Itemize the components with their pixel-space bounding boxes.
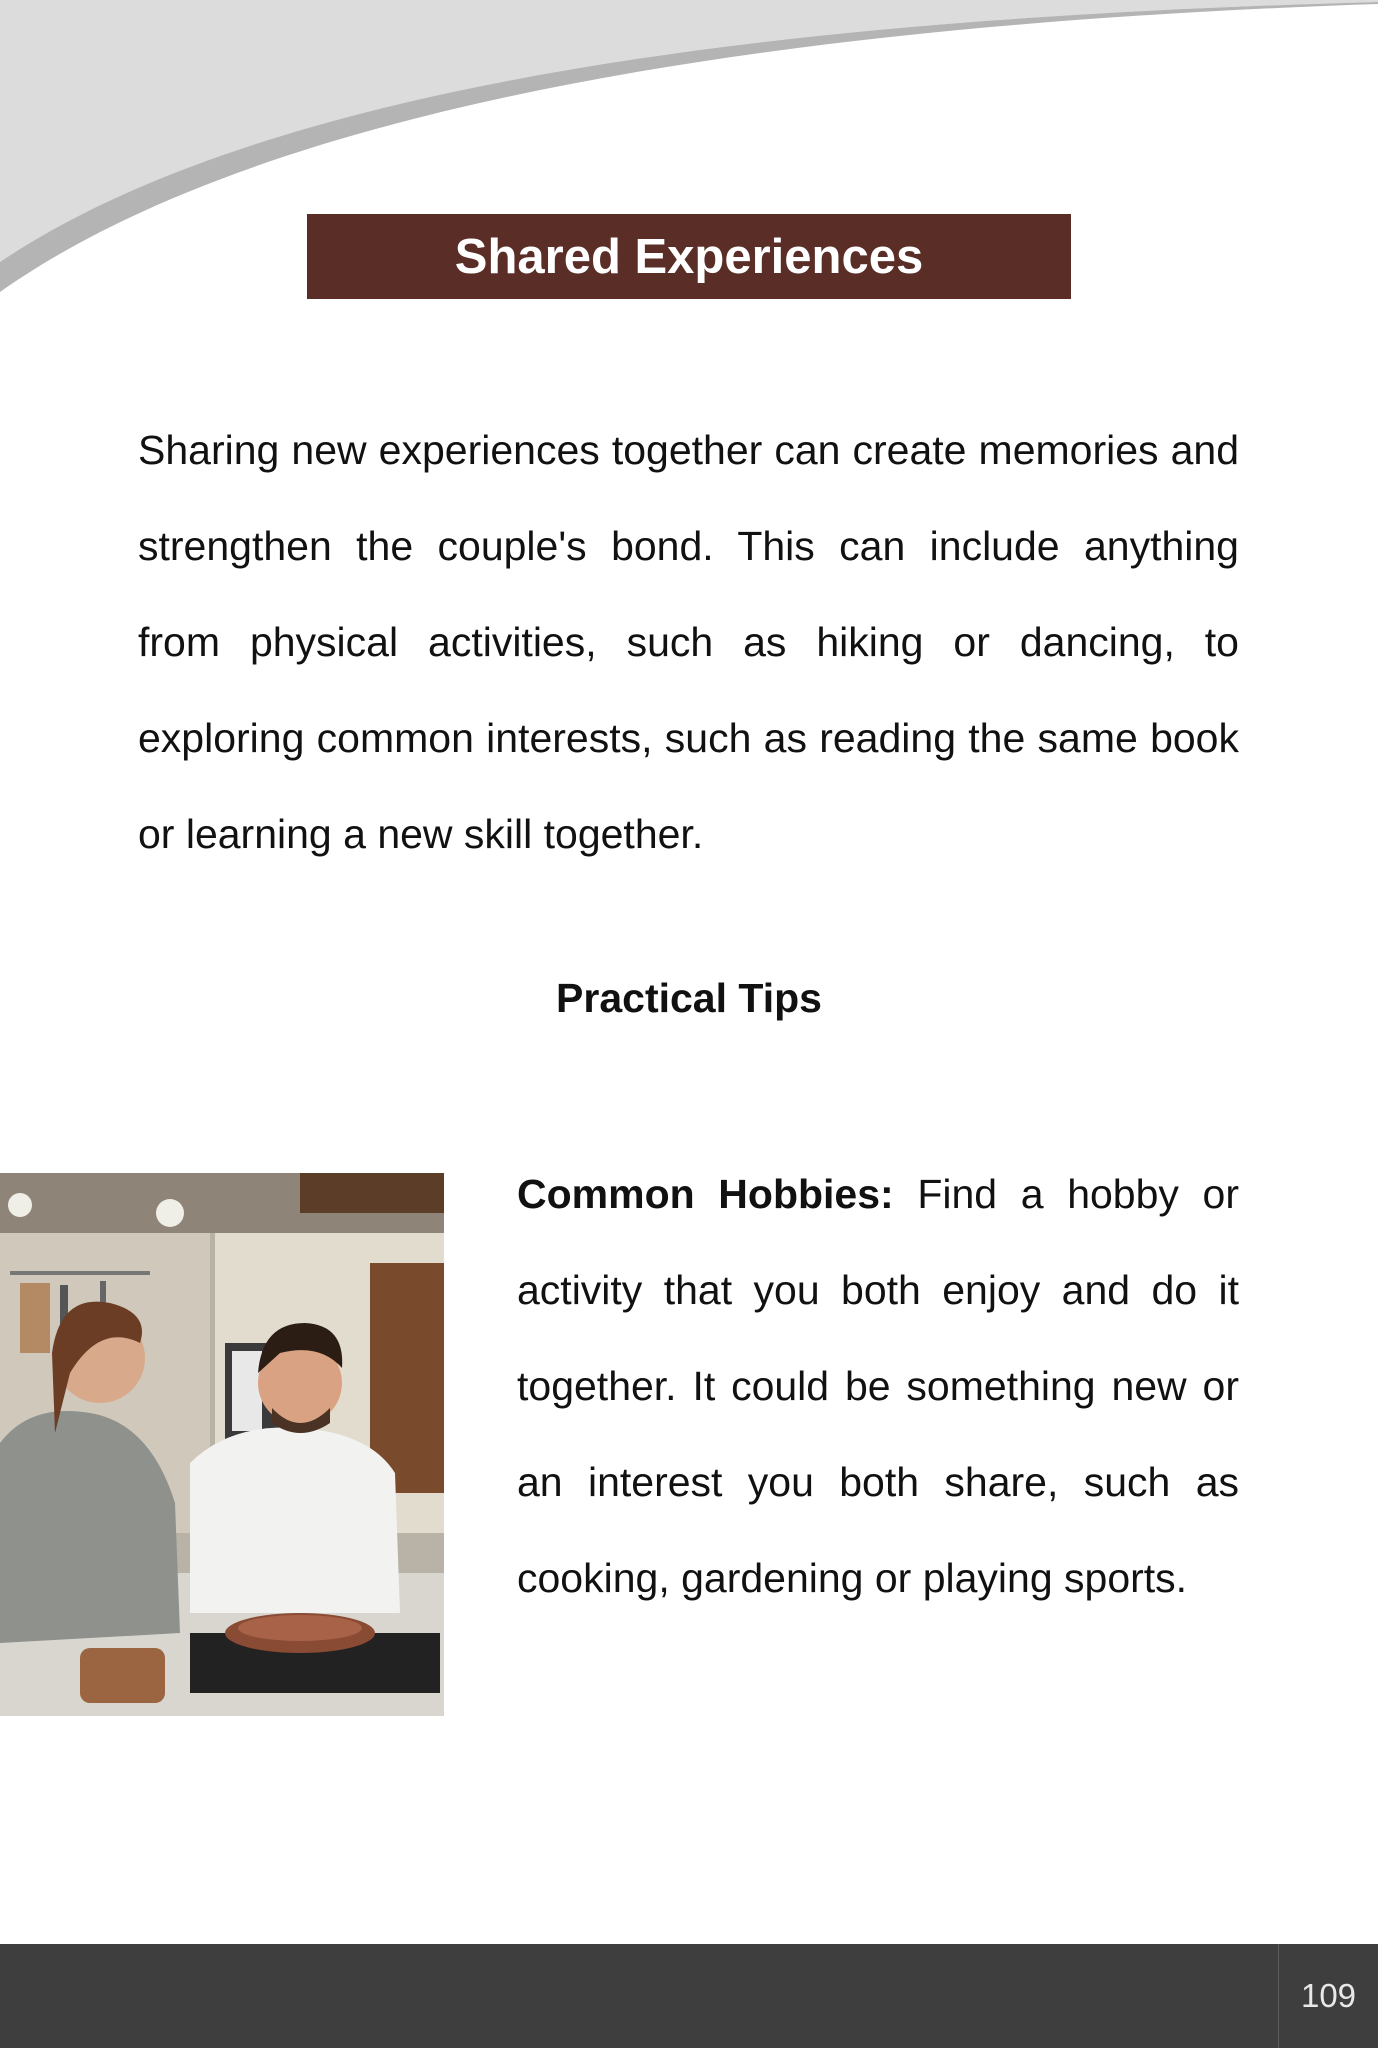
tip-common-hobbies (517, 1146, 1239, 1626)
page-footer (0, 1944, 1378, 2048)
practical-tips-heading: Practical Tips (556, 975, 822, 1021)
page-number: 109 (1278, 1944, 1378, 2048)
intro-paragraph: Sharing new experiences together can create memories and strengthen the couple's bond. This can include anything from physical activities, such as hiking or dancing, to exploring common interests, such as reading the same book or learning a new skill together. (138, 427, 1239, 857)
page-title: Shared Experiences (307, 214, 1071, 299)
couple-cooking-photo (0, 1173, 444, 1716)
tip-text: Find a hobby or activity that you both enjoy and do it together. It could be something new or an interest you both share, such as cooking, gardening or playing sports. (517, 1171, 1240, 1601)
tip-label: Common Hobbies: (517, 1171, 894, 1217)
